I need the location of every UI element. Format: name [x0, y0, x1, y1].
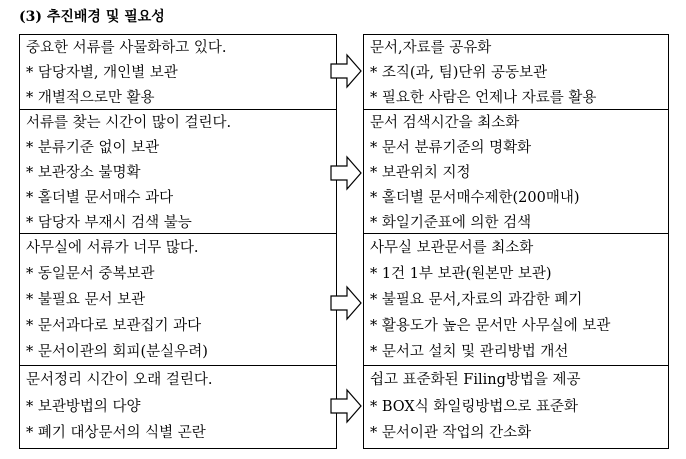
- problem-box-4: [20, 365, 336, 449]
- problem-box-1: [20, 34, 336, 110]
- solution-item: * 필요한 사람은 언제나 자료를 활용: [370, 90, 597, 106]
- problem-item: * 보관장소 불명확: [26, 165, 141, 181]
- solution-box-3: [364, 233, 668, 366]
- problem-item: * 담당자 부재시 검색 불능: [26, 215, 192, 231]
- problem-item: * 문서이관의 회피(분실우려): [26, 344, 208, 360]
- arrow-right-icon: [330, 53, 362, 89]
- problem-item: * 불필요 문서 보관: [26, 292, 146, 308]
- problem-heading: 서류를 찾는 시간이 많이 걸린다.: [26, 115, 232, 131]
- solution-box-1: [364, 34, 668, 110]
- problem-item: * 보관방법의 다양: [26, 399, 141, 415]
- solution-heading: 문서 검색시간을 최소화: [370, 115, 520, 131]
- section-title: (3) 추진배경 및 필요성: [19, 9, 165, 25]
- problem-item: * 분류기준 없이 보관: [26, 140, 160, 156]
- problem-item: * 폐기 대상문서의 식별 곤란: [26, 425, 206, 441]
- problem-heading: 사무실에 서류가 너무 많다.: [26, 240, 199, 256]
- problem-item: * 담당자별, 개인별 보관: [26, 65, 178, 81]
- solution-heading: 쉽고 표준화된 Filing방법을 제공: [370, 372, 581, 388]
- solution-item: * 조직(과, 팀)단위 공동보관: [370, 65, 548, 81]
- solution-item: * 홀더별 문서매수제한(200매내): [370, 190, 580, 206]
- solution-item: * 문서고 설치 및 관리방법 개선: [370, 344, 569, 360]
- problem-box-2: [20, 109, 336, 234]
- problem-item: * 동일문서 중복보관: [26, 266, 155, 282]
- problem-column: [19, 34, 337, 449]
- arrow-right-icon: [330, 285, 362, 321]
- solution-heading: 사무실 보관문서를 최소화: [370, 240, 534, 256]
- solution-item: * 화일기준표에 의한 검색: [370, 215, 532, 231]
- problem-item: * 홀더별 문서매수 과다: [26, 190, 174, 206]
- solution-column: [363, 34, 669, 449]
- problem-heading: 문서정리 시간이 오래 걸린다.: [26, 372, 213, 388]
- solution-item: * 문서 분류기준의 명확화: [370, 140, 532, 156]
- arrow-right-icon: [330, 155, 362, 191]
- problem-box-3: [20, 233, 336, 366]
- problem-heading: 중요한 서류를 사물화하고 있다.: [26, 40, 227, 56]
- solution-box-4: [364, 365, 668, 449]
- solution-heading: 문서,자료를 공유화: [370, 40, 492, 56]
- solution-item: * 1건 1부 보관(원본만 보관): [370, 266, 552, 282]
- solution-item: * 불필요 문서,자료의 과감한 폐기: [370, 292, 583, 308]
- solution-item: * 보관위치 지정: [370, 165, 471, 181]
- arrow-right-icon: [330, 388, 362, 424]
- problem-item: * 문서과다로 보관집기 과다: [26, 318, 202, 334]
- solution-item: * 활용도가 높은 문서만 사무실에 보관: [370, 318, 611, 334]
- problem-item: * 개별적으로만 활용: [26, 90, 155, 106]
- solution-box-2: [364, 109, 668, 234]
- solution-item: * BOX식 화일링방법으로 표준화: [370, 399, 579, 415]
- solution-item: * 문서이관 작업의 간소화: [370, 425, 532, 441]
